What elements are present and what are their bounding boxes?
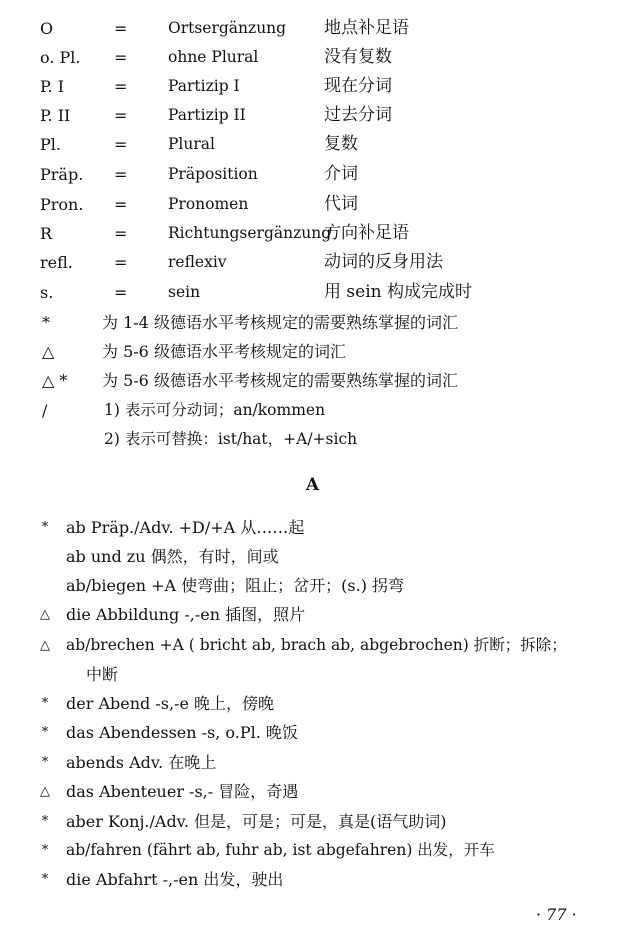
entry-text: aber Konj./Adv. 但是，可是；可是，真是(语气助词): [66, 812, 447, 831]
abbreviation-row: [0, 130, 625, 159]
german-term: Partizip II: [168, 106, 246, 124]
abbreviation-row: [0, 101, 625, 130]
german-term: reflexiv: [168, 253, 227, 271]
entry-marker: △: [40, 607, 50, 622]
abbr: refl.: [40, 253, 73, 272]
german-term: ohne Plural: [168, 48, 259, 66]
dictionary-entry: [0, 689, 625, 718]
marker-symbol: △: [42, 342, 55, 361]
entry-text: ab/biegen +A 使弯曲；阻止；岔开；(s.) 拐弯: [66, 576, 405, 595]
equals-sign: =: [114, 77, 128, 96]
abbr: O: [40, 19, 54, 38]
german-term: Partizip I: [168, 77, 240, 95]
entry-text: das Abendessen -s, o.Pl. 晚饭: [66, 723, 298, 742]
german-term: Präposition: [168, 165, 258, 183]
entry-text: ab/brechen +A ( bricht ab, brach ab, abgebrochen) 折断；拆除；: [66, 636, 567, 654]
equals-sign: =: [114, 48, 128, 67]
abbr: o. Pl.: [40, 48, 81, 67]
entry-marker: △: [40, 784, 50, 799]
entry-marker: *: [41, 755, 49, 770]
abbreviation-row: [0, 278, 625, 307]
entry-text: abends Adv. 在晚上: [66, 753, 217, 772]
marker-symbol: △ *: [42, 371, 68, 390]
equals-sign: =: [114, 106, 128, 125]
chinese-term: 用 sein 构成完成时: [324, 282, 472, 302]
chinese-term: 没有复数: [324, 47, 392, 67]
marker-row: [0, 366, 625, 395]
dictionary-entry: [0, 718, 625, 747]
entry-text: die Abbildung -,-en 插图，照片: [66, 605, 306, 624]
abbreviation-row: [0, 14, 625, 43]
abbreviation-row: [0, 72, 625, 101]
equals-sign: =: [114, 224, 128, 243]
entry-marker: *: [41, 520, 49, 535]
abbreviation-row: [0, 43, 625, 72]
equals-sign: =: [114, 283, 128, 302]
chinese-term: 方向补足语: [324, 223, 409, 243]
marker-row: [0, 337, 625, 366]
abbr: Präp.: [40, 165, 84, 184]
abbreviation-row: [0, 190, 625, 219]
section-heading: A: [305, 475, 320, 495]
marker-row: [0, 396, 625, 425]
equals-sign: =: [114, 195, 128, 214]
german-term: Richtungsergänzung: [168, 224, 332, 242]
page-number: · 77 ·: [536, 905, 577, 924]
german-term: Pronomen: [168, 195, 249, 213]
marker-text: 1) 表示可分动词；an/kommen: [104, 401, 326, 419]
equals-sign: =: [114, 253, 128, 272]
dictionary-entry: [0, 542, 625, 571]
chinese-term: 过去分词: [324, 105, 392, 125]
abbr: P. II: [40, 106, 71, 125]
chinese-term: 动词的反身用法: [324, 252, 443, 272]
marker-subtext: 2) 表示可替换：ist/hat，+A/+sich: [104, 430, 358, 448]
german-term: Plural: [168, 135, 215, 153]
german-term: sein: [168, 283, 201, 301]
entry-marker: *: [41, 872, 49, 887]
dictionary-entry: [0, 631, 625, 689]
entry-text: ab Präp./Adv. +D/+A 从……起: [66, 518, 305, 537]
chinese-term: 地点补足语: [324, 18, 409, 38]
dictionary-entry: [0, 600, 625, 629]
dictionary-entry: [0, 748, 625, 777]
chinese-term: 复数: [324, 134, 358, 154]
entry-text: die Abfahrt -,-en 出发，驶出: [66, 870, 284, 889]
entry-text: ab/fahren (fährt ab, fuhr ab, ist abgefahren) 出发，开车: [66, 841, 495, 859]
dictionary-entry: [0, 807, 625, 836]
equals-sign: =: [114, 135, 128, 154]
entry-continuation: 中断: [86, 665, 119, 684]
entry-text: der Abend -s,-e 晚上，傍晚: [66, 694, 275, 713]
marker-text: 为 1-4 级德语水平考核规定的需要熟练掌握的词汇: [102, 313, 458, 332]
marker-symbol: /: [42, 401, 48, 420]
entry-text: ab und zu 偶然，有时，间或: [66, 547, 279, 566]
entry-marker: △: [40, 638, 50, 653]
equals-sign: =: [114, 165, 128, 184]
chinese-term: 介词: [324, 164, 358, 184]
abbreviation-row: [0, 248, 625, 277]
marker-row: [0, 425, 625, 454]
chinese-term: 代词: [324, 194, 358, 214]
marker-symbol: *: [42, 313, 50, 332]
marker-text: 为 5-6 级德语水平考核规定的需要熟练掌握的词汇: [102, 371, 458, 390]
entry-marker: *: [41, 725, 49, 740]
abbr: Pl.: [40, 135, 61, 154]
abbr: s.: [40, 283, 54, 302]
abbr: R: [40, 224, 53, 243]
dictionary-entry: [0, 865, 625, 894]
marker-row: [0, 308, 625, 337]
entry-marker: *: [41, 696, 49, 711]
dictionary-entry: [0, 571, 625, 600]
marker-text: 为 5-6 级德语水平考核规定的词汇: [102, 342, 346, 361]
equals-sign: =: [114, 19, 128, 38]
german-term: Ortsergänzung: [168, 19, 287, 37]
abbr: Pron.: [40, 195, 84, 214]
entry-text: das Abenteuer -s,- 冒险，奇遇: [66, 782, 299, 801]
abbreviation-row: [0, 219, 625, 248]
chinese-term: 现在分词: [324, 76, 392, 96]
entry-marker: *: [41, 814, 49, 829]
entry-marker: *: [41, 843, 49, 858]
abbreviation-row: [0, 160, 625, 189]
dictionary-entry: [0, 777, 625, 806]
abbr: P. I: [40, 77, 65, 96]
dictionary-entry: [0, 513, 625, 542]
dictionary-entry: [0, 836, 625, 865]
